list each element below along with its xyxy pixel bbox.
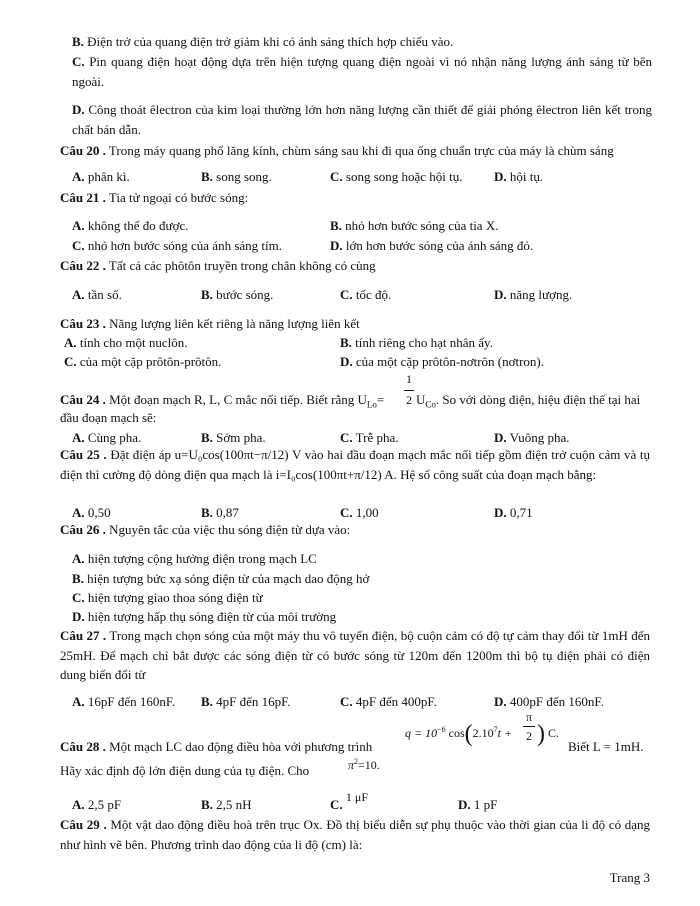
q28-option-d: D. 1 pF — [458, 797, 498, 812]
q26-option-d: D. hiện tượng hấp thụ sóng điện từ của môi trường — [72, 609, 337, 624]
q19-option-c: C. Pin quang điện hoạt động dựa trên hiện tượng quang điện ngoài vì nó nhận năng lượng ánh sáng từ bên ngoài. — [72, 54, 652, 89]
q23-option-b: B. tính riêng cho hạt nhân ấy. — [340, 335, 493, 350]
q28-formula-end: ) C. — [537, 721, 560, 747]
q22-option-b: B. bước sóng. — [201, 287, 274, 302]
q24-option-b: B. Sớm pha. — [201, 430, 266, 445]
q28-stem-c: Hãy xác định độ lớn điện dung của tụ điện. Cho — [60, 763, 310, 778]
q28-pi-fraction — [523, 708, 535, 745]
q28-option-c: C. 1 μF — [330, 790, 368, 812]
q27-option-b: B. 4pF đến 16pF. — [201, 694, 291, 709]
q26-option-b: B. hiện tượng bức xạ sóng điện từ của mạch dao động hở — [72, 571, 370, 586]
q25-option-c: C. 1,00 — [340, 505, 379, 520]
q21-option-b: B. nhỏ hơn bước sóng của tia X. — [330, 218, 499, 233]
q22-option-a: A. tần số. — [72, 287, 122, 302]
q27-option-a: A. 16pF đến 160nF. — [72, 694, 176, 709]
q25-option-a: A. 0,50 — [72, 505, 111, 520]
q23-option-a: A. tính cho một nuclôn. — [64, 335, 188, 350]
q24-fraction — [404, 370, 414, 409]
q23-option-c: C. của một cặp prôtôn-prôtôn. — [64, 354, 222, 369]
q28-pi-sq: $\pi^2=10$. — [348, 757, 380, 772]
q20-option-d: D. hội tụ. — [494, 169, 544, 184]
q20-option-b: B. song song. — [201, 169, 272, 184]
q28-frac-pi: π — [525, 710, 533, 724]
q21-stem: Câu 21 . Tia tử ngoại có bước sóng: — [60, 190, 249, 205]
q25-option-d: D. 0,71 — [494, 505, 533, 520]
q22-option-c: C. tốc độ. — [340, 287, 392, 302]
q28-stem: Câu 28 . Một mạch LC dao động điều hòa với phương trình — [60, 739, 373, 754]
q24-frac-num: 1 — [406, 372, 412, 386]
q21-option-d: D. lớn hơn bước sóng của ánh sáng đỏ. — [330, 238, 534, 253]
q24-stem: Câu 24 . Một đoạn mạch R, L, C mắc nối tiếp. Biết rằng $U_{Lo}=$ — [60, 392, 385, 410]
q29-stem: Câu 29 . Một vật dao động điều hoà trên trục Ox. Đồ thị biểu diễn sự phụ thuộc vào thời gian của li độ có dạng như hình vẽ bên. Phương trình dao động của li độ (cm) là: — [60, 817, 651, 852]
page-number: Trang 3 — [609, 870, 650, 885]
q26-option-a: A. hiện tượng cộng hưởng điện trong mạch LC — [72, 551, 317, 566]
q24-option-a: A. Cùng pha. — [72, 430, 142, 445]
q21-option-c: C. nhỏ hơn bước sóng của ánh sáng tím. — [72, 238, 282, 253]
q22-stem: Câu 22 . Tất cả các phôtôn truyền trong chân không có cùng — [60, 258, 376, 273]
q20-option-a: A. phân kì. — [72, 169, 130, 184]
q23-option-d: D. của một cặp prôtôn-nơtrôn (nơtron). — [340, 354, 545, 369]
q20-stem: Câu 20 . Trong máy quang phổ lăng kính, chùm sáng sau khi đi qua ống chuẩn trực của máy là chùm sáng — [60, 143, 614, 158]
q26-option-c: C. hiện tượng giao thoa sóng điện từ — [72, 590, 263, 605]
q28-option-b: B. 2,5 nH — [201, 797, 252, 812]
q23-stem: Câu 23 . Năng lượng liên kết riêng là năng lượng liên kết — [60, 316, 360, 331]
q25-stem: Câu 25 . Đặt điện áp u=U₀cos(100πt−π/12) V vào hai đầu đoạn mạch mắc nối tiếp gồm điện trở cuộn cảm và tụ điện thì cường độ dòng điện qua mạch là i=I₀cos(100πt+π/12) A. Hệ số công suất của đoạn mạch bằng: — [60, 447, 651, 482]
q24-stem-cont: $U_{Co}$. So với dòng điện, hiệu điện thế tại hai — [416, 392, 641, 410]
q19-option-d: D. Công thoát êlectron của kim loại thường lớn hơn năng lượng cần thiết để giải phóng êlectron liên kết trong chất bán dẫn. — [72, 102, 653, 137]
q28-frac-2: 2 — [523, 726, 535, 745]
q24-option-c: C. Trễ pha. — [340, 430, 399, 445]
q27-stem: Câu 27 . Trong mạch chọn sóng của một máy thu vô tuyến điện, bộ cuộn cảm có độ tự cảm thay đổi từ 1mH đến 25mH. Để mạch chỉ bắt được các sóng điện từ có bước sóng từ 120m đến 1200m thì bộ tụ điện phải có điện dung biến đổi từ — [60, 628, 651, 682]
q25-option-b: B. 0,87 — [201, 505, 239, 520]
q27-option-d: D. 400pF đến 160nF. — [494, 694, 604, 709]
q24-stem-line2: đầu đoạn mạch sẽ: — [60, 410, 157, 425]
q24-frac-den: 2 — [404, 390, 414, 409]
q21-option-a: A. không thể đo được. — [72, 218, 189, 233]
q27-option-c: C. 4pF đến 400pF. — [340, 694, 437, 709]
q20-option-c: C. song song hoặc hội tụ. — [330, 169, 463, 184]
q24-option-d: D. Vuông pha. — [494, 430, 570, 445]
q28-stem-b: Biết L = 1mH. — [568, 739, 644, 754]
q28-formula: $q = 10^{-6}$ $\cos(2.10^7t$ + — [405, 721, 513, 747]
q28-option-a: A. 2,5 pF — [72, 797, 122, 812]
q22-option-d: D. năng lượng. — [494, 287, 573, 302]
q26-stem: Câu 26 . Nguyên tắc của việc thu sóng điện từ dựa vào: — [60, 522, 351, 537]
q19-option-b: B. Điện trở của quang điện trở giảm khi có ánh sáng thích hợp chiếu vào. — [72, 34, 454, 49]
